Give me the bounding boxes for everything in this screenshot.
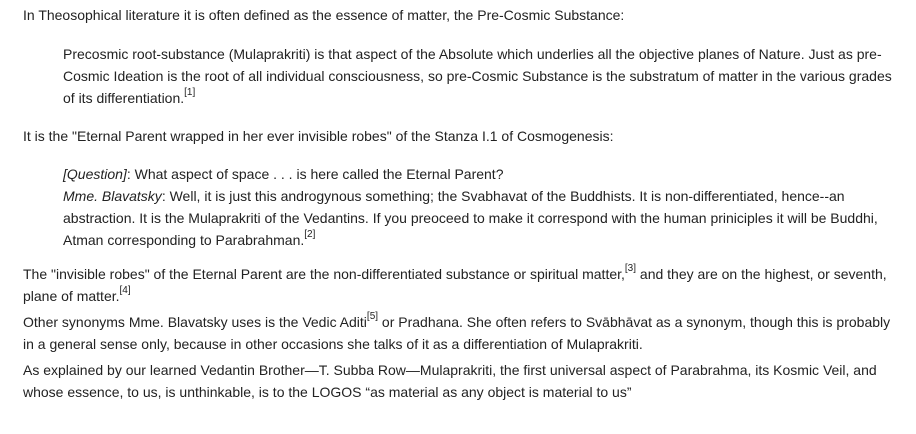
paragraph-intro-text: In Theosophical literature it is often defined as the essence of matter, the Pre-Cosmic Substance: [23, 7, 625, 23]
paragraph-eternal-parent [23, 125, 903, 147]
article-body [23, 4, 903, 403]
paragraph-invisible-robes [23, 263, 903, 307]
blockquote-dialogue [63, 163, 903, 251]
answer-text: : Well, it is just this androgynous something; the Svabhavat of the Buddhists. It is non-differentiated, hence--an abstraction. It is the Mulaprakriti of the Vedantins. If you preoceed to make it correspond with the human priniciples it will be Buddhi, Atman corresponding to Parabrahman. [63, 188, 878, 248]
paragraph-eternal-parent-text: It is the "Eternal Parent wrapped in her ever invisible robes" of the Stanza I.1 of Cosmogenesis: [23, 128, 614, 144]
blockquote-mulaprakriti [63, 43, 903, 109]
footnote-link-5[interactable]: [5] [366, 311, 379, 323]
paragraph-synonyms-text-b: or Pradhana. She often refers to Svābhāvat as a synonym, though this is probably in a general sense only, because in other occasions she talks of it as a differentiation of Mulaprakriti. [23, 314, 891, 352]
paragraph-subba-row-text: As explained by our learned Vedantin Brother—T. Subba Row—Mulaprakriti, the first universal aspect of Parabrahma, its Kosmic Veil, and whose essence, to us, is unthinkable, is to the LOGOS “as material as any object is material to us” [23, 362, 877, 400]
question-label: [Question] [63, 166, 127, 182]
paragraph-invisible-robes-text-a: The "invisible robes" of the Eternal Parent are the non-differentiated substance or spiritual matter, [23, 266, 625, 282]
paragraph-invisible-robes-text-b: and they are on the highest, or seventh, plane of matter. [23, 266, 887, 304]
paragraph-synonyms [23, 311, 903, 355]
paragraph-subba-row [23, 359, 903, 403]
answer-label: Mme. Blavatsky [63, 188, 162, 204]
footnote-link-1[interactable]: [1] [184, 87, 196, 99]
footnote-link-3[interactable]: [3] [624, 263, 637, 275]
paragraph-intro [23, 4, 903, 26]
footnote-link-4[interactable]: [4] [119, 285, 131, 297]
footnote-link-2[interactable]: [2] [304, 229, 316, 241]
question-text: : What aspect of space . . . is here called the Eternal Parent? [126, 166, 504, 182]
paragraph-synonyms-text-a: Other synonyms Mme. Blavatsky uses is the Vedic Aditi [23, 314, 367, 330]
footnote-ref-1[interactable] [184, 87, 195, 98]
footnote-ref-3[interactable] [625, 263, 636, 274]
footnote-ref-2[interactable] [304, 229, 315, 240]
blockquote-mulaprakriti-text: Precosmic root-substance (Mulaprakriti) is that aspect of the Absolute which underlies all the objective planes of Nature. Just as pre-Cosmic Ideation is the root of all individual consciousness, so pre-Cosmic Substance is the substratum of matter in the various grades of its differentiation. [63, 46, 892, 106]
footnote-ref-4[interactable] [120, 285, 131, 296]
footnote-ref-5[interactable] [367, 311, 378, 322]
